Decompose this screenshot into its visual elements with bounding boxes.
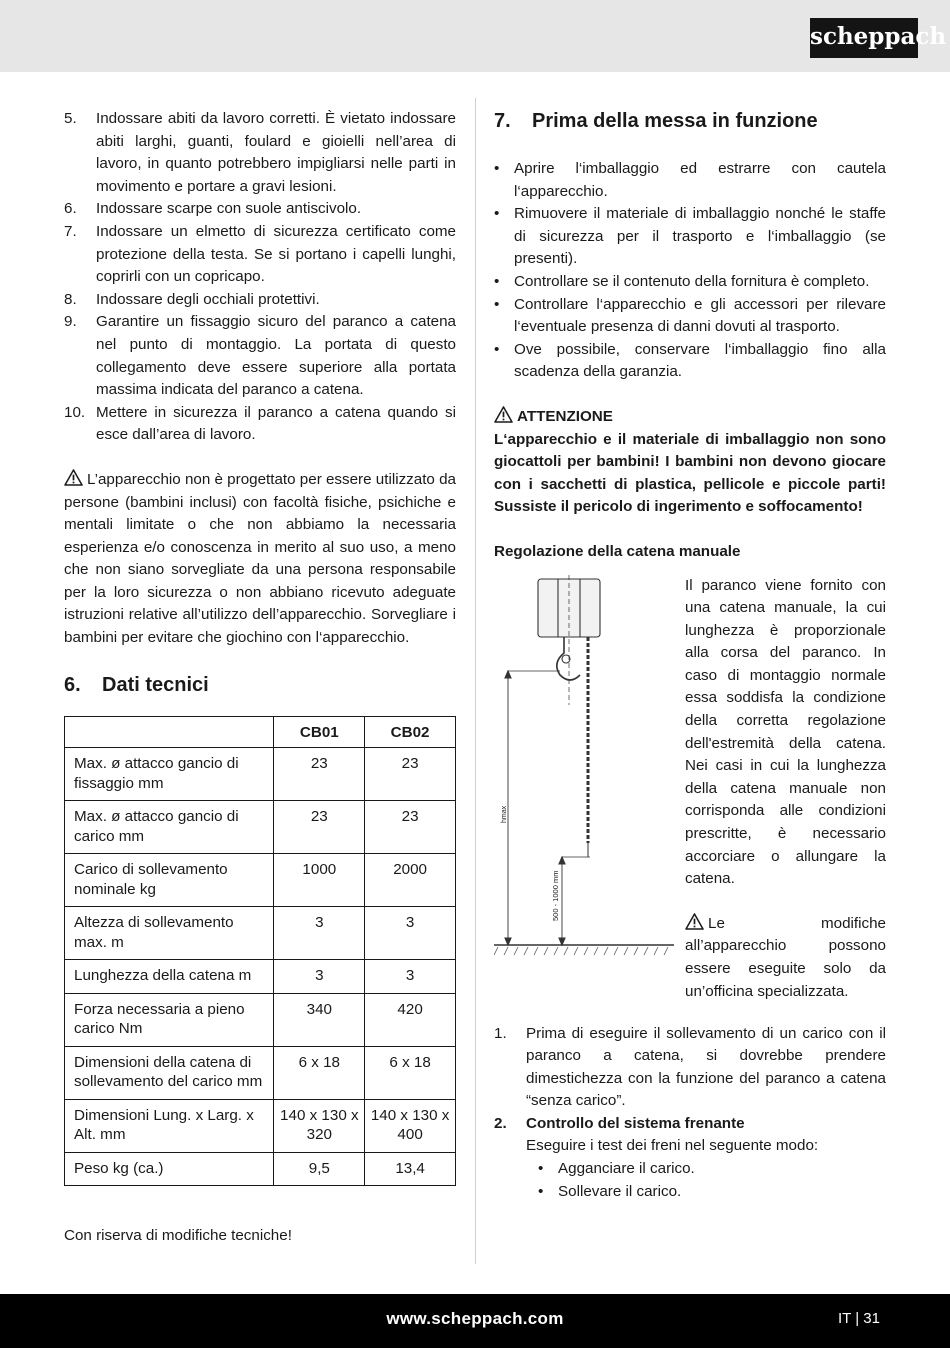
warning-text: L’apparecchio non è progettato per essere utilizzato da persone (bambini inclusi) con facoltà fisiche, psichiche e mentali limitate o che non abbiamo la necessaria esperienza e/o conoscenza in merito al suo uso, a meno che non siano sorvegliate da una persona responsabile per la loro sicurezza o non abbiano ricevuto adeguate istruzioni relative all’utilizzo dell’apparecchio. Sorvegliare i bambini per evitare che giochino con l‘apparecchio. [64,470,456,647]
tech-data-table [64,716,456,1187]
table-cell-value: 2000 [365,854,456,907]
chain-heading: Regolazione della catena manuale [494,542,741,560]
table-cell-value: 23 [274,748,365,801]
table-cell-label: Lunghezza della catena m [65,960,274,994]
table-cell-value: 13,4 [365,1152,456,1186]
column-divider [475,98,476,1264]
footer-band [0,1294,950,1348]
brand-logo: scheppach [810,18,918,58]
warning-icon [64,469,83,486]
list-item: • Agganciare il carico. [538,1158,886,1181]
attention-block [494,406,886,519]
table-cell-label: Peso kg (ca.) [65,1152,274,1186]
list-text: Indossare abiti da lavoro corretti. È vietato indossare abiti larghi, guanti, foulard e gioielli nell’area di lavoro, in quanto potrebbero impigliarsi nelle parti in movimento e portare a gravi lesioni. [96,110,456,195]
table-row [65,960,456,994]
list-item: • Controllare se il contenuto della fornitura è completo. [494,271,886,294]
section-heading-7 [494,108,886,134]
list-item [64,311,456,401]
list-item [494,1023,886,1113]
table-cell-value: 9,5 [274,1152,365,1186]
table-cell-value: 6 x 18 [274,1046,365,1099]
table-cell-label: Forza necessaria a pieno carico Nm [65,993,274,1046]
list-number: 9. [64,313,77,331]
list-item [494,1113,886,1203]
table-cell-label: Carico di sollevamento nominale kg [65,854,274,907]
list-item: • Rimuovere il materiale di imballaggio nonché le staffe di sicurezza per il trasporto e l‘imballaggio (se presenti). [494,203,886,271]
chain-text-block [685,575,886,1004]
warning-paragraph [64,469,456,650]
table-cell-value: 140 x 130 x 320 [274,1099,365,1152]
table-row [65,801,456,854]
safety-list [64,108,456,447]
list-text: Prima di eseguire il sollevamento di un carico con il paranco a catena, si dovrebbe prendere dimestichezza con la funzione del paranco a catena “senza carico”. [526,1024,886,1110]
hmax-label: hmax [501,805,508,823]
prep-bullet-list [494,158,886,384]
table-cell-value: 3 [274,907,365,960]
section-number: 6. [64,673,81,696]
table-cell-value: 3 [365,960,456,994]
section-number: 7. [494,110,511,132]
table-row [65,1099,456,1152]
table-cell-label: Dimensioni Lung. x Larg. x Alt. mm [65,1099,274,1152]
table-row [65,854,456,907]
table-row [65,993,456,1046]
table-header-cb01: CB01 [274,716,365,748]
left-column [64,108,456,1248]
table-cell-value: 23 [274,801,365,854]
table-row [65,907,456,960]
list-number: 5. [64,110,77,127]
table-row [65,1152,456,1186]
chain-hoist-diagram [494,575,676,967]
list-item: • Aprire l‘imballaggio ed estrarre con cautela l‘apparecchio. [494,158,886,203]
table-row [65,1046,456,1099]
list-item [64,289,456,312]
header-band [0,0,950,72]
list-item [64,221,456,289]
section-heading-6 [64,672,456,698]
section-title: Prima della messa in funzione [532,110,818,132]
list-text: Garantire un fissaggio sicuro del paranco a catena nel punto di montaggio. La portata di questo collegamento deve essere superiore alla portata massima indicata del paranco a catena. [96,313,456,399]
table-cell-value: 1000 [274,854,365,907]
warning-icon [494,406,513,423]
chain-section [494,575,886,1025]
sub-bullet-list [526,1158,886,1203]
chain-text: Il paranco viene fornito con una catena manuale, la cui lunghezza è proporzionale alla corsa del paranco. In caso di montaggio normale essa soddisfa la condizione della corretta regolazione dell'estremità della catena. Nei casi in cui la lunghezza della catena manuale non corrisponda alle condizioni prescritte, è necessario accorciare o allungare la catena. [685,576,886,888]
section-title: Dati tecnici [102,673,209,696]
footnote: Con riserva di modifiche tecniche! [64,1227,292,1245]
list-text: Indossare un elmetto di sicurezza certificato come protezione della testa. Se si portano i capelli lunghi, coprirli con un copricapo. [96,222,456,286]
table-cell-label: Dimensioni della catena di sollevamento del carico mm [65,1046,274,1099]
table-cell-value: 420 [365,993,456,1046]
list-number: 1. [494,1024,507,1042]
list-item [64,198,456,221]
attention-title: ATTENZIONE [517,407,613,425]
table-header-empty [65,716,274,748]
list-number: 6. [64,200,77,218]
list-item: • Sollevare il carico. [538,1181,886,1204]
table-cell-value: 23 [365,748,456,801]
chain-warning [685,913,886,1003]
table-cell-value: 140 x 130 x 400 [365,1099,456,1152]
list-text: Indossare scarpe con suole antiscivolo. [96,200,362,218]
table-cell-value: 23 [365,801,456,854]
list-text: Mettere in sicurezza il paranco a catena quando si esce dall’area di lavoro. [96,403,456,444]
attention-text: L‘apparecchio e il materiale di imballaggio non sono giocattoli per bambini! I bambini non devono giocare con i sacchetti di plastica, pellicole e piccole parti! Sussiste il pericolo di ingerimento e soffocamento! [494,430,886,516]
list-text: Indossare degli occhiali protettivi. [96,290,320,308]
list-number: 7. [64,222,77,240]
attention-heading [494,406,886,429]
table-header-row [65,716,456,748]
table-row [65,748,456,801]
list-item: • Controllare l‘apparecchio e gli accessori per rilevare l‘eventuale presenza di danni dovuti al trasporto. [494,294,886,339]
table-cell-label: Max. ø attacco gancio di fissaggio mm [65,748,274,801]
warning-icon [685,913,704,930]
table-cell-label: Max. ø attacco gancio di carico mm [65,801,274,854]
table-cell-label: Altezza di sollevamento max. m [65,907,274,960]
list-number: 8. [64,290,77,308]
page-number: IT | 31 [838,1310,880,1327]
list-number: 2. [494,1114,507,1132]
table-cell-value: 340 [274,993,365,1046]
list-number: 10. [64,403,86,421]
list-item [64,402,456,447]
list-item: • Ove possibile, conservare l‘imballaggio fino alla scadenza della garanzia. [494,339,886,384]
distance-label: 500 - 1000 mm [551,870,560,921]
step-title: Controllo del sistema frenante [526,1114,745,1132]
chain-warning-text: Le modifiche all’apparecchio possono essere eseguite solo da un’officina specializzata. [685,914,886,1000]
table-header-cb02: CB02 [365,716,456,748]
table-cell-value: 6 x 18 [365,1046,456,1099]
table-cell-value: 3 [274,960,365,994]
steps-list [494,1023,886,1204]
table-cell-value: 3 [365,907,456,960]
list-item [64,108,456,198]
footer-url: www.scheppach.com [386,1309,564,1328]
list-text: Eseguire i test dei freni nel seguente modo: [526,1137,819,1155]
right-column [494,108,886,1203]
